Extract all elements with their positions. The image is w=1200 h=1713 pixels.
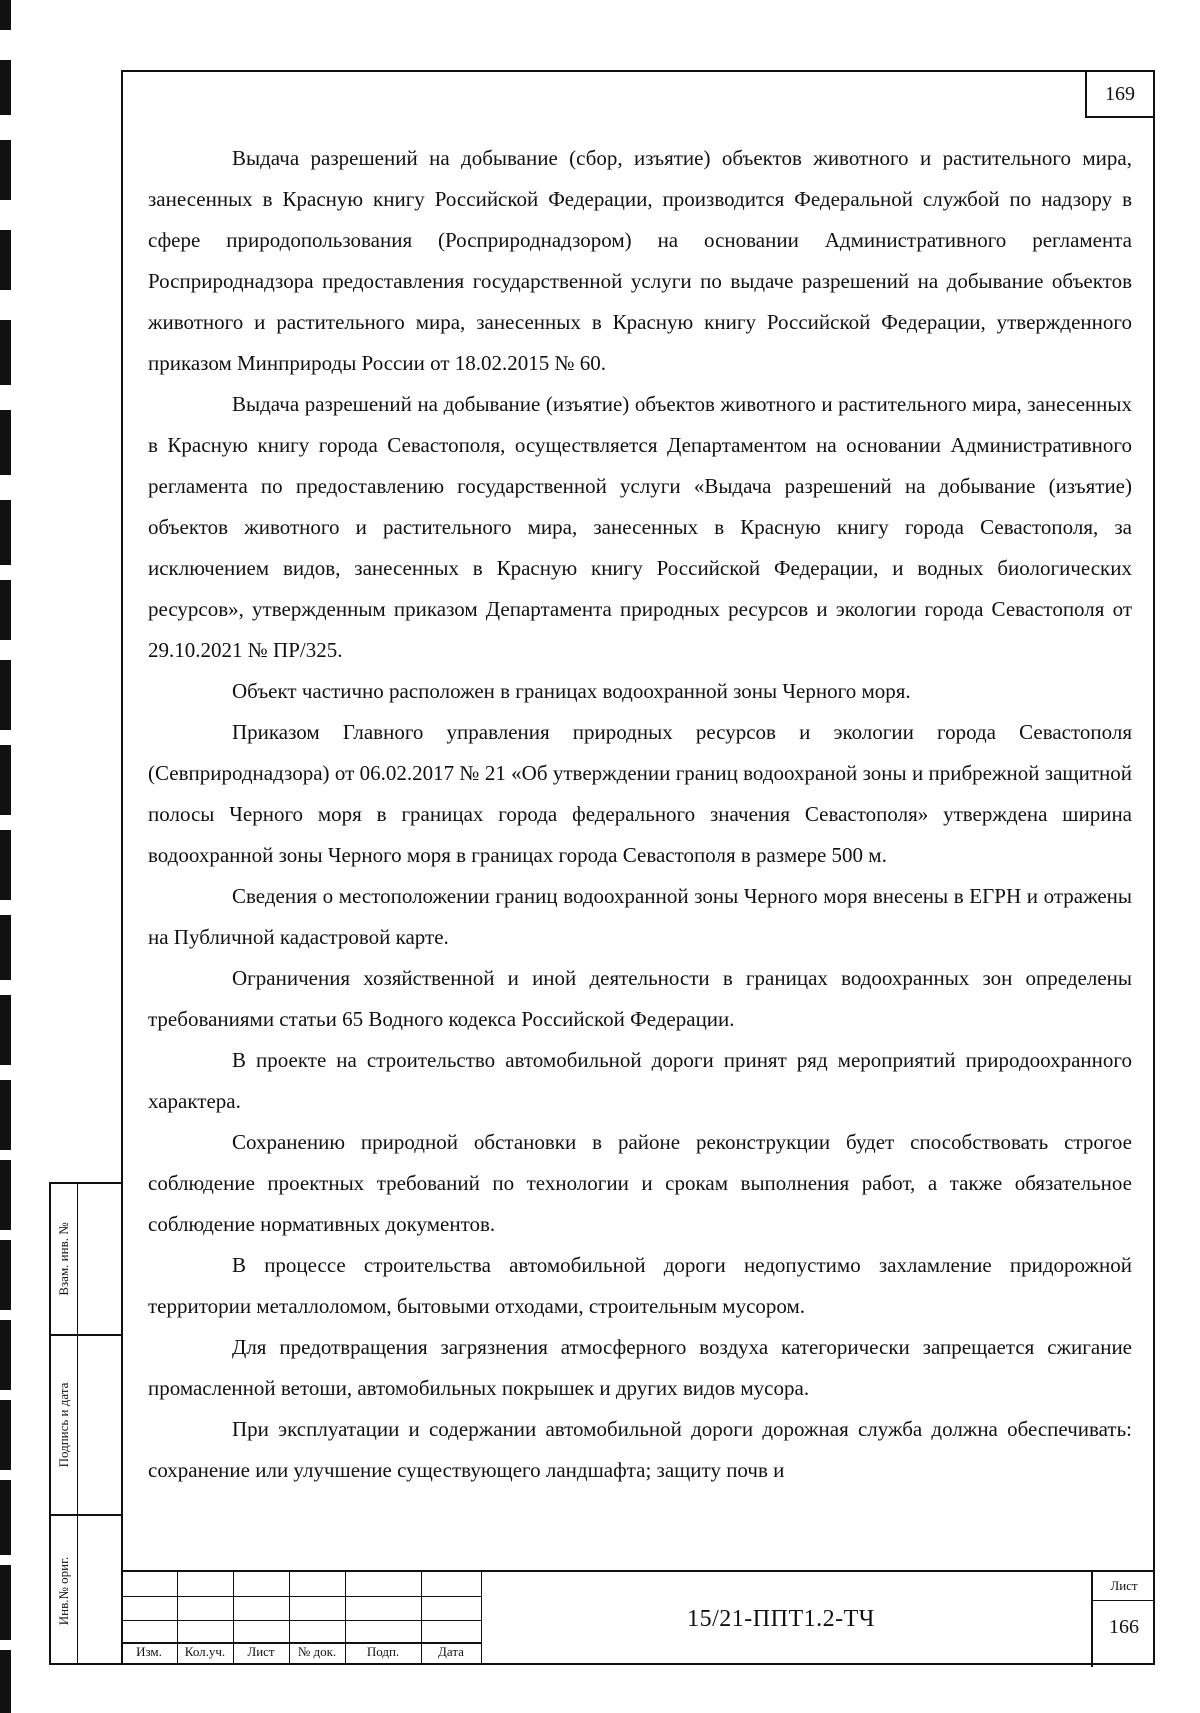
divider xyxy=(1093,1600,1155,1601)
scan-mark xyxy=(0,320,11,385)
column-label: № док. xyxy=(297,1644,337,1659)
scan-mark xyxy=(0,1080,11,1150)
scan-mark xyxy=(0,1480,11,1555)
side-cell-signature-date xyxy=(51,1336,121,1514)
scan-mark xyxy=(0,1240,11,1310)
scan-mark xyxy=(0,1650,11,1713)
scan-mark xyxy=(0,1320,11,1390)
scan-mark xyxy=(0,745,11,815)
side-label-column xyxy=(51,1336,78,1514)
scan-mark xyxy=(0,1160,11,1230)
column-label: Изм. xyxy=(136,1644,162,1659)
paragraph: Для предотвращения загрязнения атмосферного воздуха категорически запрещается сжигание промасленной ветоши, автомобильных покрышек и других видов мусора. xyxy=(148,1335,1132,1400)
scan-mark xyxy=(0,140,11,200)
top-page-number xyxy=(1085,70,1155,118)
top-page-number-text: 169 xyxy=(1105,82,1135,105)
column-label: Лист xyxy=(247,1644,275,1659)
document-code-text: 15/21-ППТ1.2-ТЧ xyxy=(687,1606,875,1632)
column-label: Подп. xyxy=(366,1644,400,1659)
side-cell-replacement-inventory xyxy=(51,1184,121,1334)
paragraph: Сведения о местоположении границ водоохранной зоны Черного моря внесены в ЕГРН и отражены на Публичной кадастровой карте. xyxy=(148,884,1132,949)
scan-mark xyxy=(0,410,11,475)
paragraph: В проекте на строительство автомобильной дороги принят ряд мероприятий природоохранного характера. xyxy=(148,1048,1132,1113)
paragraph: Выдача разрешений на добывание (сбор, изъятие) объектов животного и растительного мира, занесенных в Красную книгу Российской Федерации, производится Федеральной службой по надзору в сфере природопользования (Росприроднадзором) на основании Административного регламента Росприроднадзора предоставления государственной услуги по выдаче разрешений на добывание объектов животного и растительного мира, занесенных в Красную книгу Российской Федерации, утвержденного приказом Минприроды России от 18.02.2015 № 60. xyxy=(148,146,1132,375)
side-cell-original-inventory xyxy=(51,1516,121,1665)
document-body xyxy=(148,138,1132,1491)
scan-mark xyxy=(0,830,11,900)
scan-mark xyxy=(0,1400,11,1470)
scan-mark xyxy=(0,0,11,30)
scan-mark xyxy=(0,580,11,640)
divider xyxy=(121,1620,481,1621)
scan-mark xyxy=(0,60,11,115)
scan-mark xyxy=(0,915,11,980)
scan-mark xyxy=(0,1565,11,1640)
paragraph: Ограничения хозяйственной и иной деятельности в границах водоохранных зон определены требованиями статьи 65 Водного кодекса Российской Федерации. xyxy=(148,966,1132,1031)
side-label-column xyxy=(51,1184,78,1334)
side-label-column xyxy=(51,1516,78,1665)
sheet-box xyxy=(1091,1572,1155,1667)
scan-mark xyxy=(0,660,11,730)
paragraph: При эксплуатации и содержании автомобильной дороги дорожная служба должна обеспечивать: сохранение или улучшение существующего ландшафта; защиту почв и xyxy=(148,1417,1132,1482)
scan-mark xyxy=(0,230,11,290)
divider xyxy=(121,1596,481,1597)
side-label: Подпись и дата xyxy=(56,1382,71,1468)
title-block xyxy=(121,1570,1155,1665)
paragraph: Приказом Главного управления природных ресурсов и экологии города Севастополя (Севприроднадзора) от 06.02.2017 № 21 «Об утверждении границ водоохраной зоны и прибрежной защитной полосы Черного моря в границах города федерального значения Севастополя» утверждена ширина водоохранной зоны Черного моря в границах города Севастополя в размере 500 м. xyxy=(148,720,1132,867)
sheet-label: Лист xyxy=(1110,1578,1138,1593)
column-label: Дата xyxy=(438,1644,464,1659)
paragraph: Выдача разрешений на добывание (изъятие) объектов животного и растительного мира, занесенных в Красную книгу города Севастополя, осуществляется Департаментом на основании Административного регламента по предоставлению государственной услуги «Выдача разрешений на добывание (изъятие) объектов животного и растительного мира, занесенных в Красную книгу города Севастополя, за исключением видов, занесенных в Красную книгу Российской Федерации, и водных биологических ресурсов», утвержденным приказом Департамента природных ресурсов и экологии города Севастополя от 29.10.2021 № ПР/325. xyxy=(148,392,1132,662)
side-approval-table xyxy=(49,1182,121,1665)
side-label: Взам. инв. № xyxy=(56,1222,71,1296)
document-code xyxy=(481,1572,1081,1667)
scan-mark xyxy=(0,995,11,1065)
side-label: Инв.№ ориг. xyxy=(56,1556,71,1625)
paragraph: Объект частично расположен в границах водоохранной зоны Черного моря. xyxy=(232,679,911,703)
scan-mark xyxy=(0,500,11,565)
column-label: Кол.уч. xyxy=(184,1644,226,1659)
paragraph: В процессе строительства автомобильной дороги недопустимо захламление придорожной территории металлоломом, бытовыми отходами, строительным мусором. xyxy=(148,1253,1132,1318)
sheet-number: 166 xyxy=(1109,1616,1139,1638)
paragraph: Сохранению природной обстановки в районе реконструкции будет способствовать строгое соблюдение проектных требований по технологии и срокам выполнения работ, а также обязательное соблюдение нормативных документов. xyxy=(148,1130,1132,1236)
